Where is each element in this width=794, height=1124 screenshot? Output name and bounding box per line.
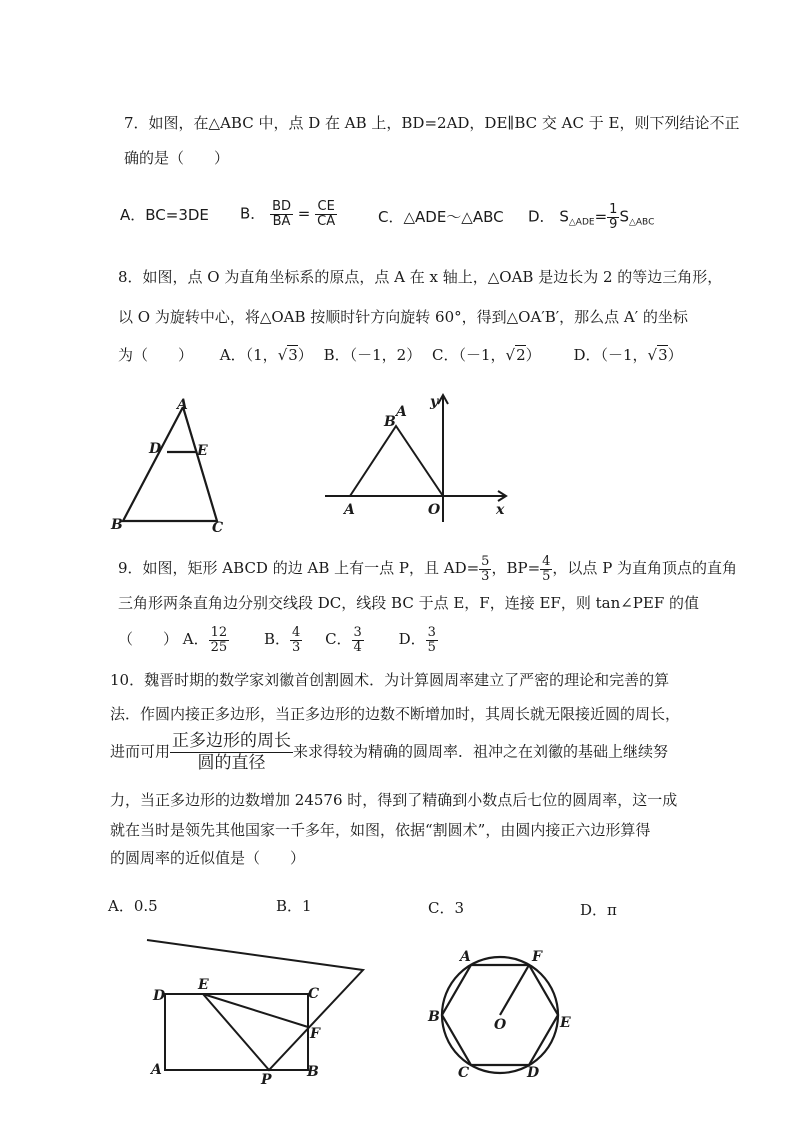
q8-label-y: y bbox=[430, 394, 439, 410]
q7-label-a: A bbox=[177, 397, 188, 413]
q9-option-d-frac bbox=[426, 626, 438, 654]
q8-label-o: O bbox=[428, 502, 441, 518]
q10-label-c: C bbox=[458, 1065, 470, 1081]
q7-option-d-den: 9 bbox=[609, 216, 618, 232]
q9-label-d: D bbox=[153, 988, 166, 1004]
q8-stem-line3 bbox=[118, 348, 683, 363]
q9-bp-num: 4 bbox=[542, 554, 551, 569]
q7-option-b-num-left: BD bbox=[272, 199, 292, 214]
q8-option-c-suffix: ） bbox=[525, 346, 541, 364]
q7-option-d-lhs-sub: △ADE bbox=[568, 217, 595, 228]
q8-option-a bbox=[220, 346, 313, 364]
q8-option-c-sqrt: √2 bbox=[505, 346, 526, 364]
q10-option-a: A．0.5 bbox=[108, 897, 158, 915]
q9-option-c-frac bbox=[352, 626, 364, 654]
q9-label-c: C bbox=[308, 986, 320, 1002]
q9-option-c-den: 4 bbox=[353, 639, 362, 655]
q10-label-e: E bbox=[560, 1015, 571, 1031]
q9-label-p: P bbox=[261, 1072, 272, 1088]
q9-option-b bbox=[263, 625, 302, 655]
q9-bp-den: 5 bbox=[542, 568, 551, 584]
q10-label-f: F bbox=[532, 949, 542, 965]
q8-option-d-sqrt: √3 bbox=[647, 346, 668, 364]
q9-label-b: B bbox=[307, 1064, 319, 1080]
q10-option-d: D．π bbox=[580, 901, 617, 919]
q7-option-a: A．BC=3DE bbox=[120, 206, 209, 224]
q8-label-b: B bbox=[384, 414, 396, 430]
q7-option-d bbox=[528, 203, 654, 231]
q8-option-d-prefix: D．（－1， bbox=[573, 346, 648, 364]
q9-stem-prefix: 9．如图，矩形 ABCD 的边 AB 上有一点 P，且 AD= bbox=[118, 559, 480, 578]
q10-line3 bbox=[110, 732, 668, 772]
q9-option-a-num: 12 bbox=[210, 625, 228, 640]
q7-option-d-eq: = bbox=[594, 207, 608, 226]
q7-option-b-num-right: CE bbox=[315, 200, 337, 215]
q9-label-e: E bbox=[198, 977, 209, 993]
q7-label-d: D bbox=[149, 441, 162, 457]
q10-radius-of bbox=[500, 965, 529, 1015]
q9-stem-line1 bbox=[118, 555, 737, 583]
q7-option-b-den-right: CA bbox=[317, 213, 336, 229]
q8-label-a: A bbox=[344, 502, 355, 518]
q8-triangle-oab bbox=[350, 426, 443, 496]
q8-label-x: x bbox=[496, 502, 505, 518]
q7-option-d-label: D． bbox=[528, 207, 555, 226]
q8-option-c bbox=[432, 346, 541, 364]
q10-option-b: B．1 bbox=[276, 897, 312, 915]
q9-option-c-label: C． bbox=[325, 630, 352, 649]
q8-paren: 为（ ） bbox=[118, 346, 194, 364]
q10-formula-den: 圆的直径 bbox=[197, 752, 266, 773]
q8-option-d-suffix: ） bbox=[667, 346, 683, 364]
q9-option-c bbox=[325, 625, 364, 655]
q10-option-c: C．3 bbox=[428, 899, 465, 917]
q10-line3-suffix: 来求得较为精确的圆周率．祖冲之在刘徽的基础上继续努 bbox=[293, 742, 669, 761]
q10-label-a: A bbox=[460, 949, 471, 965]
q7-option-b-frac-right bbox=[315, 200, 337, 228]
q10-label-b: B bbox=[428, 1009, 440, 1025]
q8-option-a-sqrt: √3 bbox=[277, 346, 298, 364]
q7-label-b: B bbox=[111, 517, 123, 533]
q8-option-d bbox=[573, 346, 682, 364]
q9-option-d-den: 5 bbox=[427, 639, 436, 655]
q8-option-b: B．（－1，2） bbox=[323, 346, 422, 364]
q9-option-d bbox=[398, 625, 438, 655]
q9-ad-num: 5 bbox=[481, 554, 490, 569]
q8-option-c-prefix: C．（－1， bbox=[432, 346, 506, 364]
q9-stem-suffix: ，以点 P 为直角顶点的直角 bbox=[552, 559, 738, 578]
q9-ad-frac bbox=[479, 555, 491, 583]
q7-option-d-rhs: S bbox=[619, 207, 629, 226]
q8-label-a-top: A bbox=[396, 404, 407, 420]
q9-option-d-num: 3 bbox=[427, 625, 436, 640]
q9-option-b-frac bbox=[290, 626, 302, 654]
q9-segment-ef bbox=[203, 994, 308, 1027]
q7-option-d-frac bbox=[607, 203, 619, 231]
q10-formula-num: 正多边形的周长 bbox=[172, 731, 292, 751]
q7-triangle-figure bbox=[105, 395, 235, 535]
q10-line4: 力，当正多边形的边数增加 24576 时，得到了精确到小数点后七位的圆周率，这一成 bbox=[110, 791, 678, 809]
q8-option-a-suffix: ） bbox=[297, 346, 313, 364]
q7-stem-line2: 确的是（ ） bbox=[124, 149, 230, 167]
q7-option-b-label: B． bbox=[240, 204, 266, 223]
q8-option-d-radicand: 3 bbox=[658, 346, 668, 364]
q7-option-d-rhs-sub: △ABC bbox=[628, 217, 655, 228]
q8-coordinate-figure bbox=[320, 390, 520, 525]
q9-option-b-den: 3 bbox=[292, 639, 301, 655]
q9-options bbox=[118, 626, 438, 654]
q7-option-b-frac-left bbox=[270, 200, 293, 228]
q8-stem-line1: 8．如图，点 O 为直角坐标系的原点，点 A 在 x 轴上，△OAB 是边长为 2 的等边三角形， bbox=[118, 268, 723, 286]
q10-label-o: O bbox=[494, 1017, 507, 1033]
q9-bp-frac bbox=[540, 555, 552, 583]
q9-paren: （ ） bbox=[118, 630, 179, 649]
q9-option-a-den: 25 bbox=[210, 639, 228, 655]
q10-label-d: D bbox=[527, 1065, 540, 1081]
q7-option-b-den-left: BA bbox=[272, 213, 291, 229]
q10-hexagon-figure bbox=[420, 945, 580, 1085]
q7-label-c: C bbox=[212, 520, 224, 535]
q9-stem-line2: 三角形两条直角边分别交线段 DC，线段 BC 于点 E，F，连接 EF，则 tan∠PEF 的值 bbox=[118, 594, 700, 612]
q7-option-b bbox=[240, 200, 337, 228]
q8-option-c-radicand: 2 bbox=[516, 346, 526, 364]
q7-stem-line1: 7．如图，在△ABC 中，点 D 在 AB 上，BD=2AD，DE∥BC 交 AC 于 E，则下列结论不正 bbox=[124, 114, 740, 132]
q7-label-e: E bbox=[197, 443, 208, 459]
q7-option-c: C．△ADE～△ABC bbox=[378, 208, 504, 226]
q9-option-c-num: 3 bbox=[353, 625, 362, 640]
q9-option-a bbox=[182, 625, 229, 655]
q8-stem-line2: 以 O 为旋转中心，将△OAB 按顺时针方向旋转 60°，得到△OA′B′，那么点 A′ 的坐标 bbox=[118, 308, 688, 326]
q9-label-a: A bbox=[151, 1062, 162, 1078]
q10-line3-prefix: 进而可用 bbox=[110, 742, 171, 761]
q9-option-a-label: A． bbox=[182, 630, 209, 649]
q9-option-b-num: 4 bbox=[292, 625, 301, 640]
q10-line6: 的圆周率的近似值是（ ） bbox=[110, 849, 306, 867]
q7-option-d-num: 1 bbox=[609, 202, 618, 217]
q9-bp-label: ，BP= bbox=[491, 559, 541, 578]
q9-option-d-label: D． bbox=[398, 630, 426, 649]
q9-ad-den: 3 bbox=[481, 568, 490, 584]
q7-triangle-abc bbox=[123, 407, 217, 521]
q8-option-a-prefix: A．（1， bbox=[219, 346, 278, 364]
q10-line2: 法．作圆内接正多边形，当正多边形的边数不断增加时，其周长就无限接近圆的周长， bbox=[110, 705, 681, 723]
q7-option-b-eq: = bbox=[297, 204, 311, 223]
q7-option-d-lhs: S bbox=[559, 207, 569, 226]
q9-label-f: F bbox=[310, 1026, 320, 1042]
q10-line1: 10．魏晋时期的数学家刘徽首创割圆术．为计算圆周率建立了严密的理论和完善的算 bbox=[110, 671, 670, 689]
q9-right-triangle bbox=[147, 940, 363, 1070]
q8-option-a-radicand: 3 bbox=[288, 346, 298, 364]
q9-rectangle-figure bbox=[145, 930, 370, 1090]
q10-line5: 就在当时是领先其他国家一千多年，如图，依据“割圆术”，由圆内接正六边形算得 bbox=[110, 821, 651, 839]
q10-pi-formula bbox=[170, 732, 293, 772]
q9-option-a-frac bbox=[209, 626, 230, 654]
q9-option-b-label: B． bbox=[263, 630, 290, 649]
